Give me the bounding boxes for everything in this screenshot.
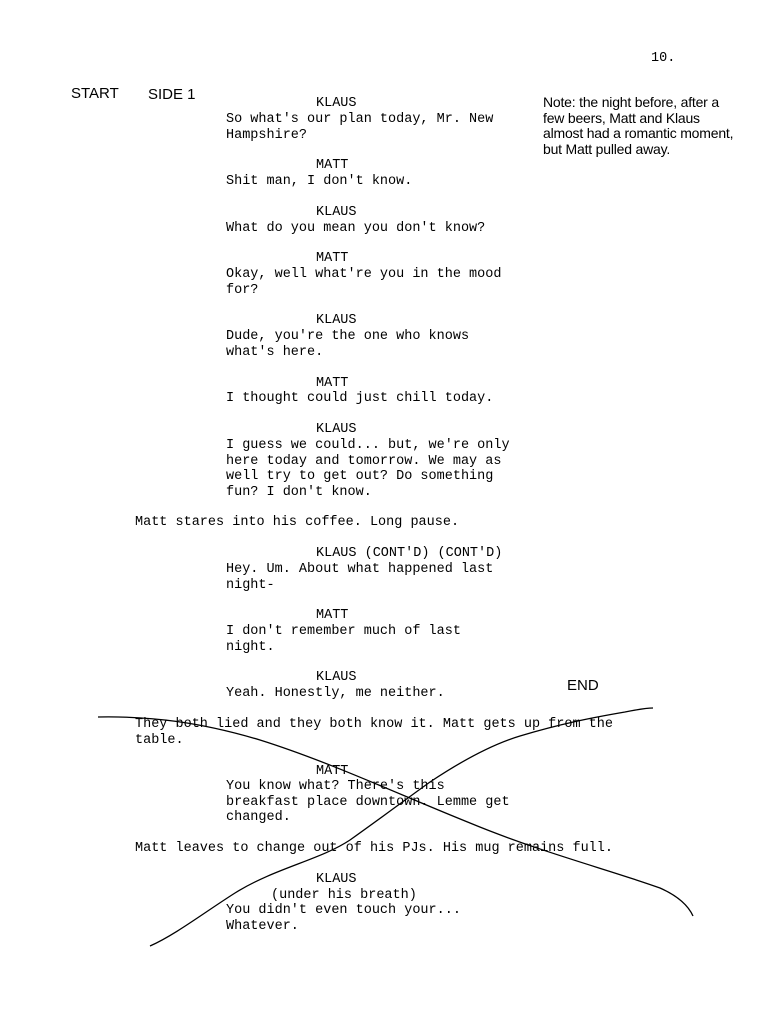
character-cue: KLAUS (316, 872, 357, 887)
character-cue: MATT (316, 158, 349, 173)
character-cue: MATT (316, 608, 349, 623)
character-cue: KLAUS (CONT'D) (CONT'D) (316, 546, 503, 561)
dialogue: I thought could just chill today. (226, 391, 494, 406)
character-cue: KLAUS (316, 313, 357, 328)
dialogue: So what's our plan today, Mr. New Hampshire? (226, 112, 494, 143)
end-annotation: END (567, 677, 599, 694)
character-cue: KLAUS (316, 96, 357, 111)
character-cue: MATT (316, 376, 349, 391)
dialogue: Okay, well what're you in the mood for? (226, 267, 502, 298)
start-annotation: START (71, 85, 119, 102)
dialogue: I guess we could... but, we're only here today and tomorrow. We may as well try to get out? Do something fun? I don't know. (226, 438, 510, 500)
action-line: Matt stares into his coffee. Long pause. (135, 515, 460, 530)
action-line: They both lied and they both know it. Matt gets up from the table. (135, 717, 613, 748)
dialogue: What do you mean you don't know? (226, 221, 486, 236)
dialogue: Dude, you're the one who knows what's here. (226, 329, 470, 360)
note-annotation: Note: the night before, after a few beers, Matt and Klaus almost had a romantic moment, but Matt pulled away. (543, 94, 734, 157)
dialogue: Hey. Um. About what happened last night- (226, 562, 494, 593)
character-cue: MATT (316, 764, 349, 779)
parenthetical: (under his breath) (271, 888, 417, 903)
dialogue: Yeah. Honestly, me neither. (226, 686, 445, 701)
page-number: 10. (651, 51, 676, 66)
character-cue: KLAUS (316, 422, 357, 437)
character-cue: MATT (316, 251, 349, 266)
character-cue: KLAUS (316, 670, 357, 685)
side-annotation: SIDE 1 (148, 86, 196, 103)
cross-out-stroke-2 (150, 708, 653, 946)
character-cue: KLAUS (316, 205, 357, 220)
dialogue: I don't remember much of last night. (226, 624, 461, 655)
dialogue: You know what? There's this breakfast place downtown. Lemme get changed. (226, 779, 510, 826)
dialogue: You didn't even touch your... Whatever. (226, 903, 461, 934)
action-line: Matt leaves to change out of his PJs. His mug remains full. (135, 841, 613, 856)
dialogue: Shit man, I don't know. (226, 174, 413, 189)
cross-out-stroke-1 (98, 717, 693, 916)
